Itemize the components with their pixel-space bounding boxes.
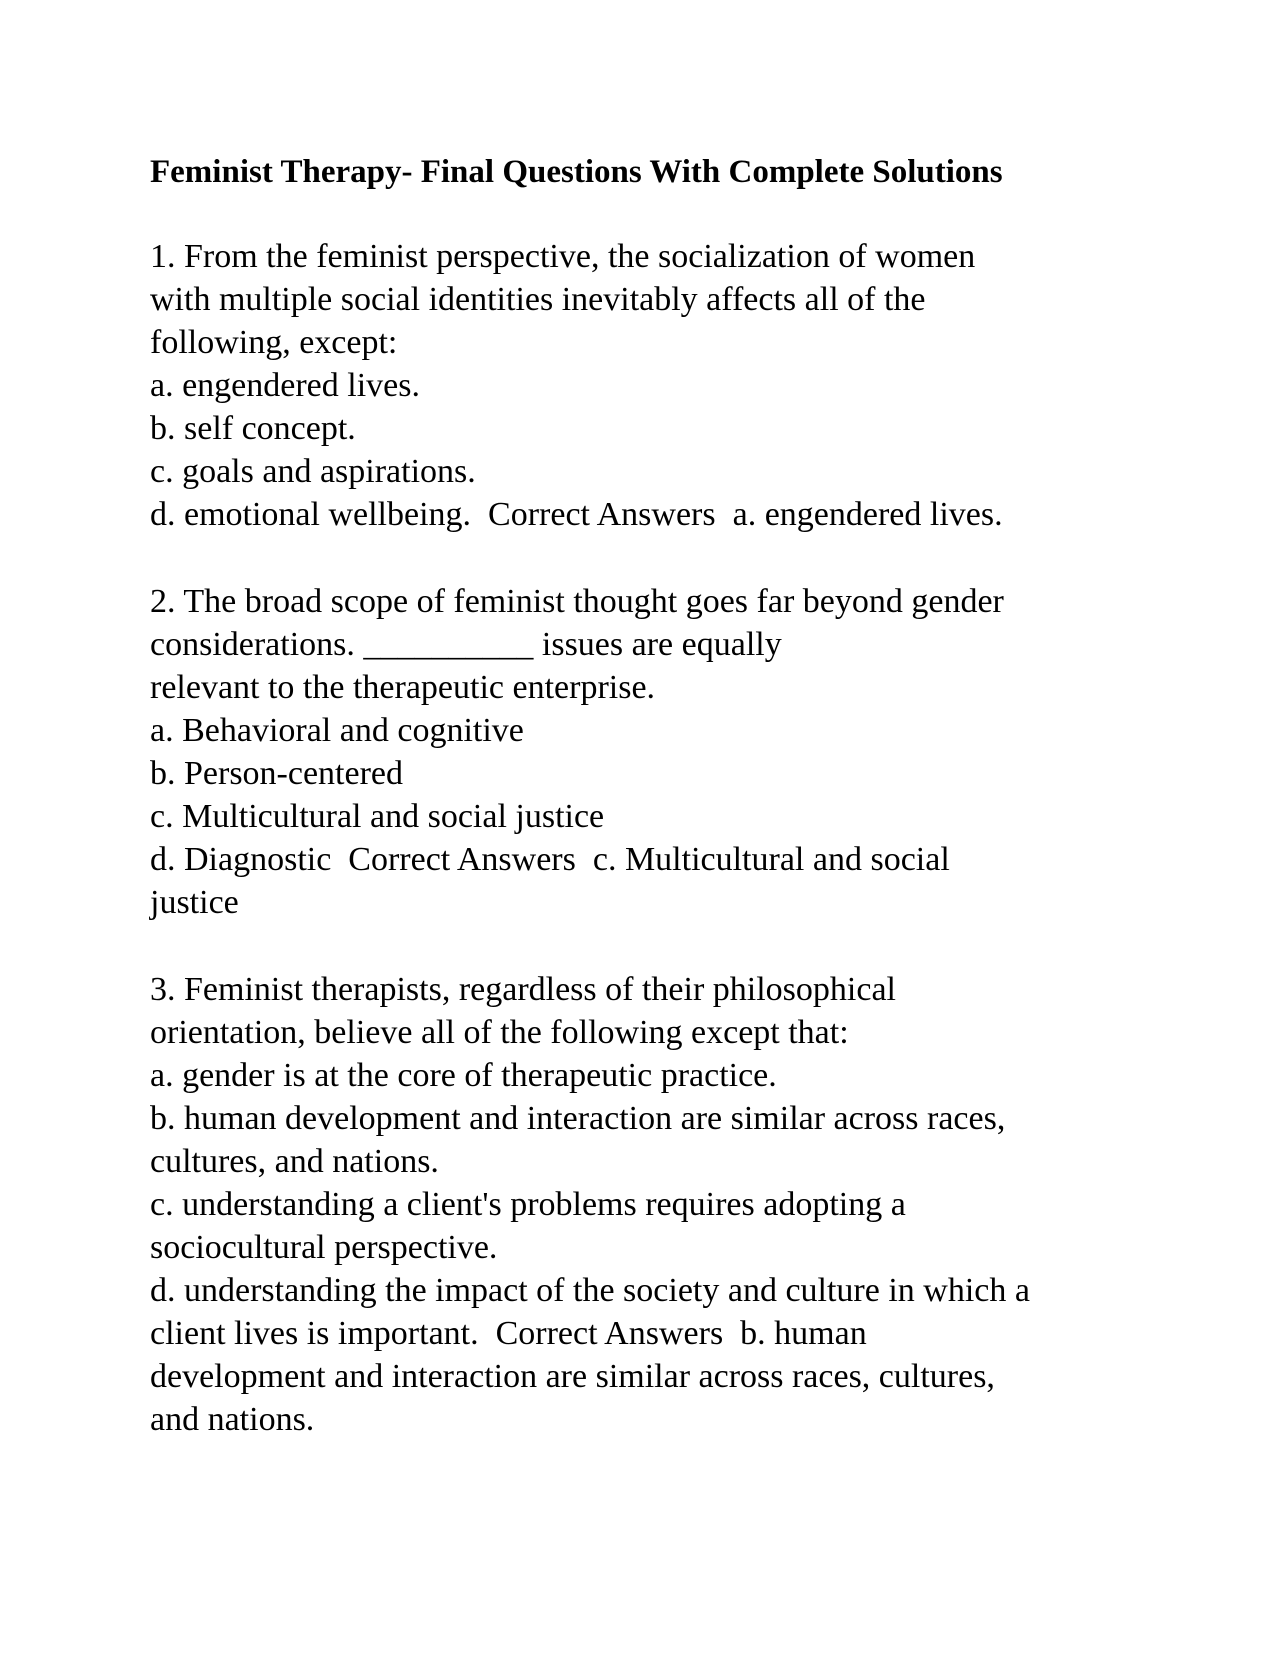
question-3-line: orientation, believe all of the following except that: <box>150 1014 849 1051</box>
question-3-option-c-continued: sociocultural perspective. <box>150 1229 498 1266</box>
question-2-option-c: c. Multicultural and social justice <box>150 798 605 835</box>
question-2-option-b: b. Person-centered <box>150 755 404 792</box>
question-1-option-d-answer: d. emotional wellbeing. Correct Answers a. engendered lives. <box>150 496 1003 533</box>
question-3-option-b: b. human development and interaction are similar across races, <box>150 1100 1006 1137</box>
question-3-answer-continued: development and interaction are similar across races, cultures, <box>150 1358 995 1395</box>
question-2-option-d-answer: d. Diagnostic Correct Answers c. Multicultural and social <box>150 841 950 878</box>
question-2-line: considerations. __________ issues are equally <box>150 626 782 663</box>
question-1-line: with multiple social identities inevitably affects all of the <box>150 281 926 318</box>
question-3-option-a: a. gender is at the core of therapeutic practice. <box>150 1057 777 1094</box>
question-2-line: 2. The broad scope of feminist thought goes far beyond gender <box>150 583 1004 620</box>
question-3-answer-continued: and nations. <box>150 1401 315 1438</box>
question-2-option-a: a. Behavioral and cognitive <box>150 712 524 749</box>
question-1-line: 1. From the feminist perspective, the socialization of women <box>150 238 976 275</box>
question-3-option-c: c. understanding a client's problems requires adopting a <box>150 1186 906 1223</box>
question-3-option-b-continued: cultures, and nations. <box>150 1143 439 1180</box>
question-3-line: 3. Feminist therapists, regardless of their philosophical <box>150 971 896 1008</box>
question-3-option-d: d. understanding the impact of the society and culture in which a <box>150 1272 1030 1309</box>
question-1-option-c: c. goals and aspirations. <box>150 453 476 490</box>
question-2 <box>150 580 1004 924</box>
question-1-line: following, except: <box>150 324 398 361</box>
document-title: Feminist Therapy- Final Questions With Complete Solutions <box>150 154 1003 190</box>
question-3 <box>150 968 1030 1441</box>
question-2-line: relevant to the therapeutic enterprise. <box>150 669 656 706</box>
question-2-answer-continued: justice <box>150 884 239 921</box>
question-1 <box>150 235 1003 536</box>
question-1-option-b: b. self concept. <box>150 410 356 447</box>
question-1-option-a: a. engendered lives. <box>150 367 420 404</box>
question-3-option-d-answer: client lives is important. Correct Answers b. human <box>150 1315 867 1352</box>
